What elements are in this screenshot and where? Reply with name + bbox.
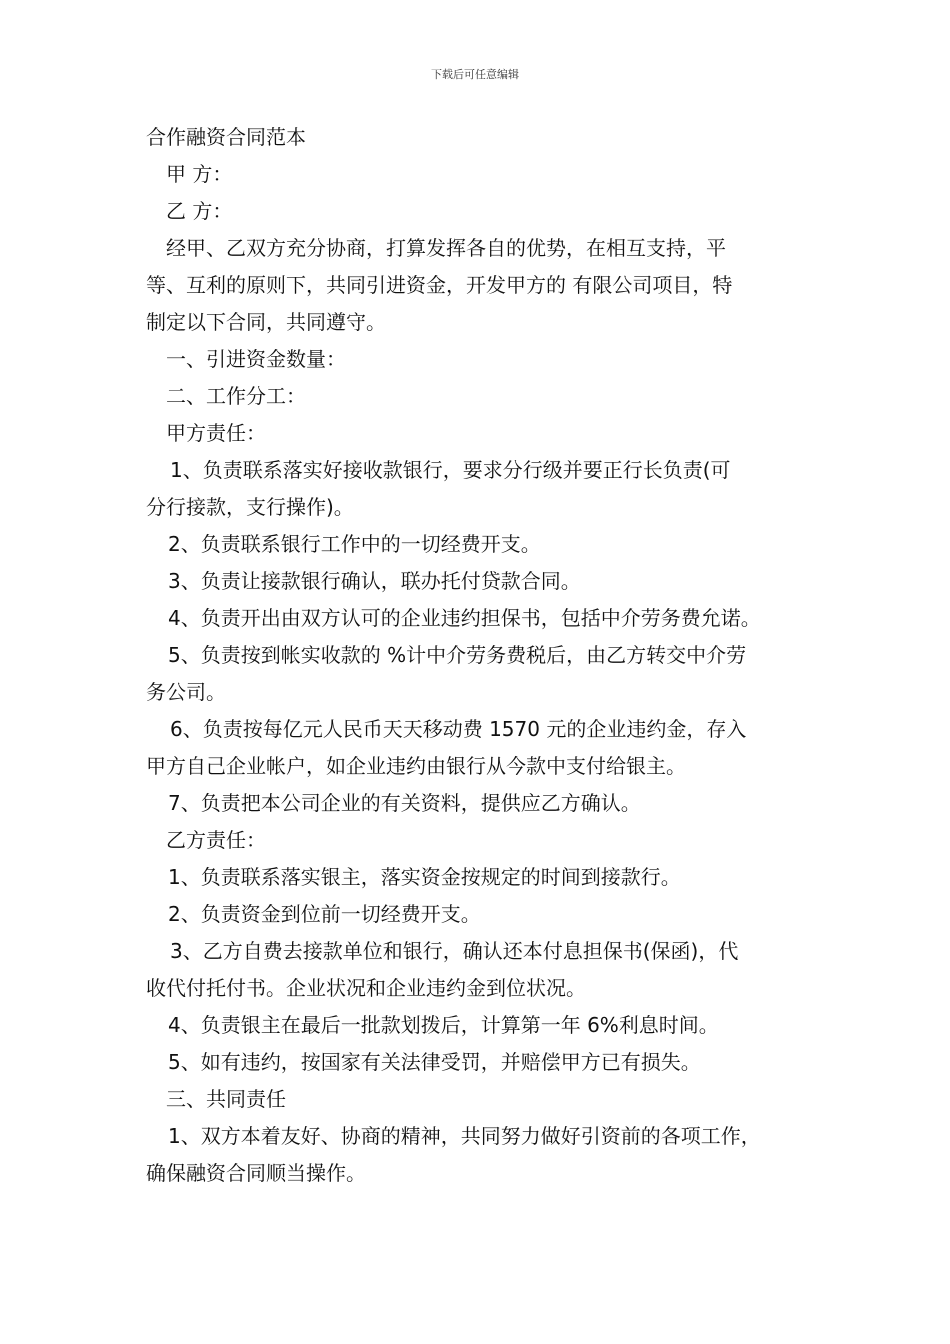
section-heading-1: 一、引进资金数量： xyxy=(166,347,346,371)
party-a-item-2: 2、负责联系银行工作中的一切经费开支。 xyxy=(168,532,541,556)
party-b-item-2: 2、负责资金到位前一切经费开支。 xyxy=(168,902,481,926)
party-a-item-3: 3、负责让接款银行确认，联办托付贷款合同。 xyxy=(168,569,581,593)
party-a-item-6-line-1: 6、负责按每亿元人民币天天移动费 1570 元的企业违约金，存入 xyxy=(170,717,747,741)
intro-paragraph-line-2: 等、互利的原则下，共同引进资金，开发甲方的 有限公司项目，特 xyxy=(146,273,733,297)
party-b-line: 乙 方： xyxy=(166,199,233,223)
intro-paragraph-line-3: 制定以下合同，共同遵守。 xyxy=(146,310,386,334)
party-a-line: 甲 方： xyxy=(166,162,233,186)
party-b-duty-heading: 乙方责任： xyxy=(166,828,266,852)
party-b-item-4: 4、负责银主在最后一批款划拨后，计算第一年 6%利息时间。 xyxy=(168,1013,719,1037)
intro-paragraph-line-1: 经甲、乙双方充分协商，打算发挥各自的优势，在相互支持，平 xyxy=(166,236,726,260)
party-a-item-6-line-2: 甲方自己企业帐户，如企业违约由银行从今款中支付给银主。 xyxy=(146,754,686,778)
document-title: 合作融资合同范本 xyxy=(146,125,306,149)
joint-item-1-line-1: 1、双方本着友好、协商的精神，共同努力做好引资前的各项工作， xyxy=(168,1124,761,1148)
header-note: 下载后可任意编辑 xyxy=(431,68,519,81)
party-a-item-1-line-1: 1、负责联系落实好接收款银行，要求分行级并要正行长负责(可 xyxy=(170,458,731,482)
party-a-item-7: 7、负责把本公司企业的有关资料，提供应乙方确认。 xyxy=(168,791,641,815)
party-b-item-5: 5、如有违约，按国家有关法律受罚，并赔偿甲方已有损失。 xyxy=(168,1050,701,1074)
party-a-duty-heading: 甲方责任： xyxy=(166,421,266,445)
party-b-item-3-line-2: 收代付托付书。企业状况和企业违约金到位状况。 xyxy=(146,976,586,1000)
party-a-item-4: 4、负责开出由双方认可的企业违约担保书，包括中介劳务费允诺。 xyxy=(168,606,761,630)
party-b-item-1: 1、负责联系落实银主，落实资金按规定的时间到接款行。 xyxy=(168,865,681,889)
section-heading-2: 二、工作分工： xyxy=(166,384,306,408)
section-heading-3: 三、共同责任 xyxy=(166,1087,286,1111)
party-b-item-3-line-1: 3、乙方自费去接款单位和银行，确认还本付息担保书(保函)，代 xyxy=(170,939,739,963)
joint-item-1-line-2: 确保融资合同顺当操作。 xyxy=(146,1161,366,1185)
party-a-item-1-line-2: 分行接款，支行操作)。 xyxy=(146,495,354,519)
party-a-item-5-line-1: 5、负责按到帐实收款的 %计中介劳务费税后，由乙方转交中介劳 xyxy=(168,643,747,667)
party-a-item-5-line-2: 务公司。 xyxy=(146,680,226,704)
document-body xyxy=(146,119,818,1192)
